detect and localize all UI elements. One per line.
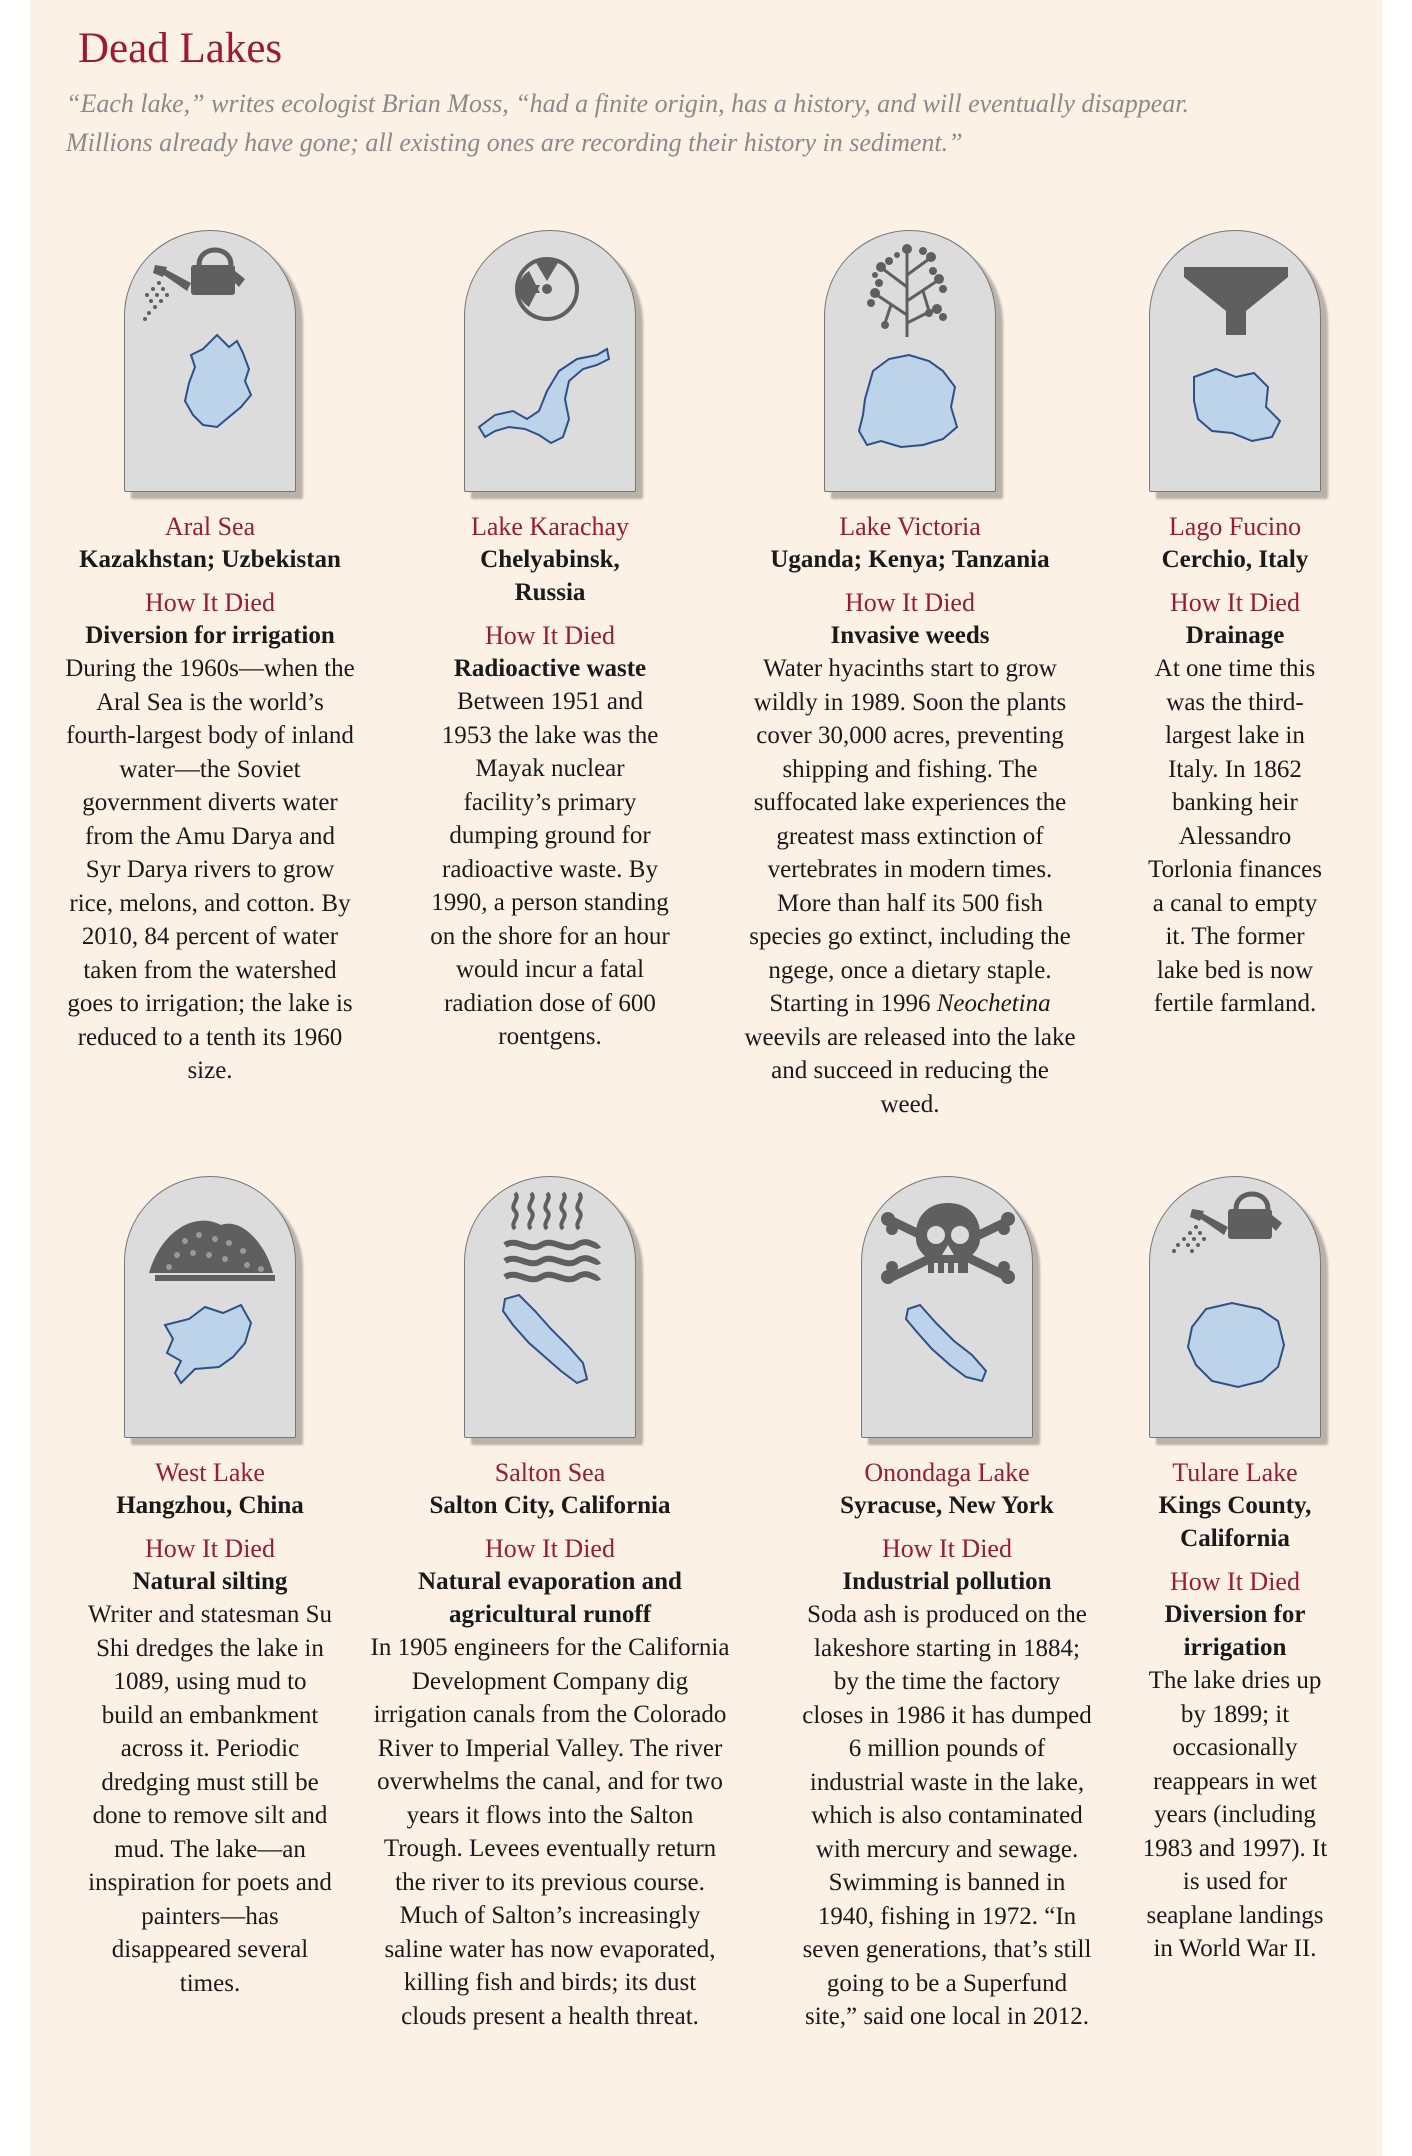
headstone bbox=[124, 230, 296, 492]
lake-card-lago-fucino bbox=[1135, 230, 1335, 1021]
lake-name: Lake Karachay bbox=[470, 512, 630, 541]
lake-name: Lago Fucino bbox=[1168, 512, 1302, 541]
description-text: Water hyacinths start to grow wildly in 1989. Soon the plants cover 30,000 acres, preventing shipping and fishing. The suffocated lake experiences the greatest mass extinction of vertebrates in modern times. More than half its 500 fish species go extinct, including the ngege, once a dietary staple. Starting in 1996 bbox=[749, 655, 1071, 1017]
lake-description bbox=[740, 652, 1080, 1121]
lake-card-west-lake bbox=[70, 1176, 350, 2000]
lake-location: Syracuse, New York bbox=[840, 1492, 1054, 1519]
cause-of-death: Diversion for irrigation bbox=[85, 622, 335, 649]
how-it-died-label: How It Died bbox=[845, 588, 975, 617]
west-lake-outline bbox=[165, 1305, 251, 1383]
intro-quote: “Each lake,” writes ecologist Brian Moss, “had a finite origin, has a history, and will eventually disappear. Millions already have gone; all existing ones are recording their history in sediment.” bbox=[66, 89, 1190, 157]
lake-location: Kings County, California bbox=[1158, 1492, 1312, 1552]
lake-name: Salton Sea bbox=[494, 1458, 606, 1487]
how-it-died-label: How It Died bbox=[485, 1534, 615, 1563]
how-it-died-label: How It Died bbox=[882, 1534, 1012, 1563]
watering-can-icon bbox=[1172, 1194, 1282, 1253]
species-name: Neochetina bbox=[936, 990, 1051, 1017]
lake-card-tulare-lake bbox=[1135, 1176, 1335, 1966]
silt-pile-icon bbox=[149, 1221, 275, 1281]
lake-card-onondaga-lake bbox=[802, 1176, 1092, 2034]
lake-card-salton-sea bbox=[370, 1176, 730, 2033]
headstone bbox=[464, 230, 636, 492]
headstone bbox=[124, 1176, 296, 1438]
watering-can-icon bbox=[143, 250, 245, 321]
description-text: weevils are released into the lake and succeed in reducing the weed. bbox=[744, 1023, 1076, 1118]
funnel-icon bbox=[1184, 267, 1288, 335]
lake-location: Salton City, California bbox=[429, 1492, 671, 1519]
tulare-lake-outline bbox=[1188, 1303, 1284, 1387]
lake-karachay-outline bbox=[479, 349, 609, 443]
how-it-died-label: How It Died bbox=[145, 588, 275, 617]
lake-name: Aral Sea bbox=[164, 512, 256, 541]
lago-fucino-outline bbox=[1194, 369, 1280, 441]
salton-sea-outline bbox=[503, 1295, 587, 1383]
lake-victoria-outline bbox=[859, 355, 957, 447]
lake-location: Uganda; Kenya; Tanzania bbox=[770, 546, 1050, 573]
headstone bbox=[464, 1176, 636, 1438]
cause-of-death: Drainage bbox=[1185, 622, 1285, 649]
how-it-died-label: How It Died bbox=[1170, 1567, 1300, 1596]
lake-name: Onondaga Lake bbox=[864, 1458, 1030, 1487]
how-it-died-label: How It Died bbox=[1170, 588, 1300, 617]
lake-card-lake-victoria bbox=[740, 230, 1080, 1121]
how-it-died-label: How It Died bbox=[485, 621, 615, 650]
lake-description: Writer and statesman Su Shi dredges the lake in 1089, using mud to build an embankment across it. Periodic dredging must still be done to remove silt and mud. The lake—an inspiration for poets and painters—has disappeared several times. bbox=[87, 1601, 333, 1997]
cause-of-death: Diversion for irrigation bbox=[1164, 1601, 1306, 1661]
lake-description: Between 1951 and 1953 the lake was the Mayak nuclear facility’s primary dumping ground for radioactive waste. By 1990, a person standing on the shore for an hour would incur a fatal radiation dose of 600 roentgens. bbox=[430, 688, 670, 1050]
lake-location: Hangzhou, China bbox=[116, 1492, 304, 1519]
lake-location: Kazakhstan; Uzbekistan bbox=[79, 546, 341, 573]
lake-description: In 1905 engineers for the California Development Company dig irrigation canals from the Colorado River to Imperial Valley. The river overwhelms the canal, and for two years it flows into the Salton Trough. Levees eventually return the river to its previous course. Much of Salton’s increasingly saline water has now evaporated, killing fish and birds; its dust clouds present a health threat. bbox=[370, 1634, 730, 2030]
lake-description: During the 1960s—when the Aral Sea is the world’s fourth-largest body of inland water—the Soviet government diverts water from the Amu Darya and Syr Darya rivers to grow rice, melons, and cotton. By 2010, 84 percent of water taken from the watershed goes to irrigation; the lake is reduced to a tenth its 1960 size. bbox=[65, 655, 355, 1084]
cause-of-death: Industrial pollution bbox=[842, 1568, 1052, 1595]
cause-of-death: Radioactive waste bbox=[453, 655, 647, 682]
headstone bbox=[861, 1176, 1033, 1438]
onondaga-lake-outline bbox=[906, 1305, 986, 1381]
cause-of-death: Natural evaporation and agricultural runoff bbox=[418, 1568, 682, 1628]
cause-of-death: Natural silting bbox=[132, 1568, 288, 1595]
lake-name: Tulare Lake bbox=[1172, 1458, 1298, 1487]
cause-of-death: Invasive weeds bbox=[830, 622, 990, 649]
aral-sea-outline bbox=[185, 335, 251, 427]
radiation-icon bbox=[517, 258, 577, 319]
page-title: Dead Lakes bbox=[78, 25, 283, 72]
lake-card-aral-sea bbox=[65, 230, 355, 1088]
evaporation-waves-icon bbox=[505, 1193, 599, 1279]
page bbox=[30, 0, 1382, 2156]
how-it-died-label: How It Died bbox=[145, 1534, 275, 1563]
lake-description: The lake dries up by 1899; it occasionally reappears in wet years (including 1983 and 1997). It is used for seaplane landings in World War II. bbox=[1142, 1667, 1328, 1962]
lake-location: Cerchio, Italy bbox=[1161, 546, 1309, 573]
headstone bbox=[1149, 1176, 1321, 1438]
lake-description: Soda ash is produced on the lakeshore starting in 1884; by the time the factory closes in 1986 it has dumped 6 million pounds of industrial waste in the lake, which is also contaminated with mercury and sewage. Swimming is banned in 1940, fishing in 1972. “In seven generations, that’s still going to be a Superfund site,” said one local in 2012. bbox=[802, 1601, 1092, 2030]
lake-description: At one time this was the third-largest lake in Italy. In 1862 banking heir Alessandro Torlonia finances a canal to empty it. The former lake bed is now fertile farmland. bbox=[1148, 655, 1322, 1017]
headstone bbox=[824, 230, 996, 492]
lake-card-lake-karachay bbox=[430, 230, 670, 1054]
headstone bbox=[1149, 230, 1321, 492]
lake-name: West Lake bbox=[155, 1458, 265, 1487]
lake-location: Chelyabinsk, Russia bbox=[480, 546, 620, 606]
lake-name: Lake Victoria bbox=[839, 512, 981, 541]
